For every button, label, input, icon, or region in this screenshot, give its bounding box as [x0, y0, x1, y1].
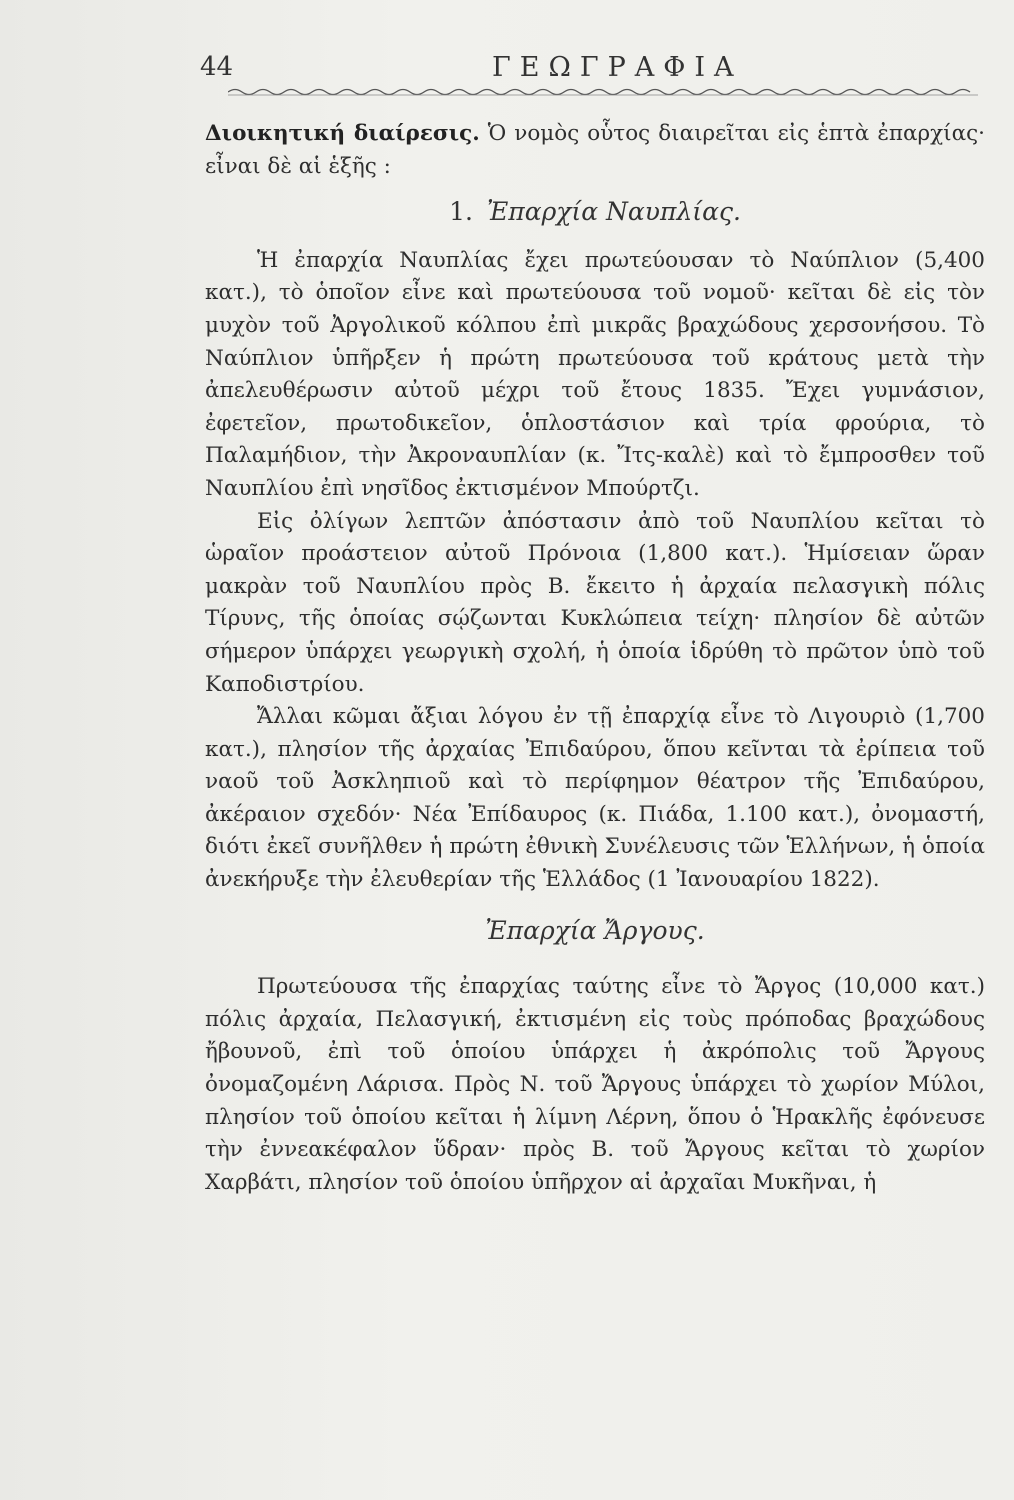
section-heading-nafplio: [205, 196, 985, 229]
intro-text: Ὁ νομὸς οὗτος διαιρεῖται εἰς ἑπτὰ ἐπαρχίας· εἶναι δὲ αἱ ἑξῆς :: [205, 121, 986, 179]
section-number: 1.: [449, 197, 473, 227]
header-wavy-rule: [228, 86, 978, 98]
page-body: [205, 118, 985, 1199]
section-heading-argos: [205, 915, 985, 948]
page-header: [200, 52, 980, 92]
paragraph-nafplio-2: Εἰς ὀλίγων λεπτῶν ἀπόστασιν ἀπὸ τοῦ Ναυπλίου κεῖται τὸ ὡραῖον προάστειον αὐτοῦ Πρόνοια (1,800 κατ.). Ἡμίσειαν ὥραν μακρὰν τοῦ Ναυπλίου πρὸς Β. ἔκειτο ἡ ἀρχαία πελασγικὴ πόλις Τίρυνς, τῆς ὁποίας σῴζωνται Κυκλώπεια τείχη· πλησίον δὲ αὐτῶν σήμερον ὑπάρχει γεωργικὴ σχολή, ἡ ὁποία ἱδρύθη τὸ πρῶτον ὑπὸ τοῦ Καποδιστρίου.: [205, 508, 985, 697]
paragraph-nafplio-3: Ἄλλαι κῶμαι ἄξιαι λόγου ἐν τῇ ἐπαρχίᾳ εἶνε τὸ Λιγουριὸ (1,700 κατ.), πλησίον τῆς ἀρχαίας Ἐπιδαύρου, ὅπου κεῖνται τὰ ἐρίπεια τοῦ ναοῦ τοῦ Ἀσκληπιοῦ καὶ τὸ περίφημον θέατρον τῆς Ἐπιδαύρου, ἀκέραιον σχεδόν· Νέα Ἐπίδαυρος (κ. Πιάδα, 1.100 κατ.), ὀνομαστή, διότι ἐκεῖ συνῆλθεν ἡ πρώτη ἐθνικὴ Συνέλευσις τῶν Ἑλλήνων, ἡ ὁποία ἀνεκήρυξε τὴν ἐλευθερίαν τῆς Ἑλλάδος (1 Ἰανουαρίου 1822).: [205, 704, 985, 893]
intro-paragraph: [205, 118, 985, 183]
section-title: Ἐπαρχία Ἄργους.: [485, 915, 705, 945]
paragraph-nafplio-1: Ἡ ἐπαρχία Ναυπλίας ἔχει πρωτεύουσαν τὸ Ναύπλιον (5,400 κατ.), τὸ ὁποῖον εἶνε καὶ πρωτεύουσα τοῦ νομοῦ· κεῖται δὲ εἰς τὸν μυχὸν τοῦ Ἀργολικοῦ κόλπου ἐπὶ μικρᾶς βραχώδους χερσονήσου. Τὸ Ναύπλιον ὑπῆρξεν ἡ πρώτη πρωτεύουσα τοῦ κράτους μετὰ τὴν ἀπελευθέρωσιν αὐτοῦ μέχρι τοῦ ἔτους 1835. Ἔχει γυμνάσιον, ἐφετεῖον, πρωτοδικεῖον, ὁπλοστάσιον καὶ τρία φρούρια, τὸ Παλαμήδιον, τὴν Ἀκροναυπλίαν (κ. Ἴτς-καλὲ) καὶ τὸ ἔμπροσθεν τοῦ Ναυπλίου ἐπὶ νησῖδος ἐκτισμένον Μπούρτζι.: [205, 247, 985, 501]
section-lead: Διοικητική διαίρεσις.: [205, 121, 480, 146]
page-number: 44: [200, 52, 234, 82]
running-title: ΓΕΩΓΡΑΦΙΑ: [492, 52, 743, 83]
paragraph-argos-1: Πρωτεύουσα τῆς ἐπαρχίας ταύτης εἶνε τὸ Ἄργος (10,000 κατ.) πόλις ἀρχαία, Πελασγική, ἐκτισμένη εἰς τοὺς πρόποδας βραχώδους ἤβουνοῦ, ἐπὶ τοῦ ὁποίου ὑπάρχει ἡ ἀκρόπολις τοῦ Ἄργους ὀνομαζομένη Λάρισα. Πρὸς Ν. τοῦ Ἄργους ὑπάρχει τὸ χωρίον Μύλοι, πλησίον τοῦ ὁποίου κεῖται ἡ λίμνη Λέρνη, ὅπου ὁ Ἡρακλῆς ἐφόνευσε τὴν ἐννεακέφαλον ὕδραν· πρὸς Β. τοῦ Ἄργους κεῖται τὸ χωρίον Χαρβάτι, πλησίον τοῦ ὁποίου ὑπῆρχον αἱ ἀρχαῖαι Μυκῆναι, ἡ: [205, 974, 985, 1195]
section-title: Ἐπαρχία Ναυπλίας.: [486, 197, 741, 227]
